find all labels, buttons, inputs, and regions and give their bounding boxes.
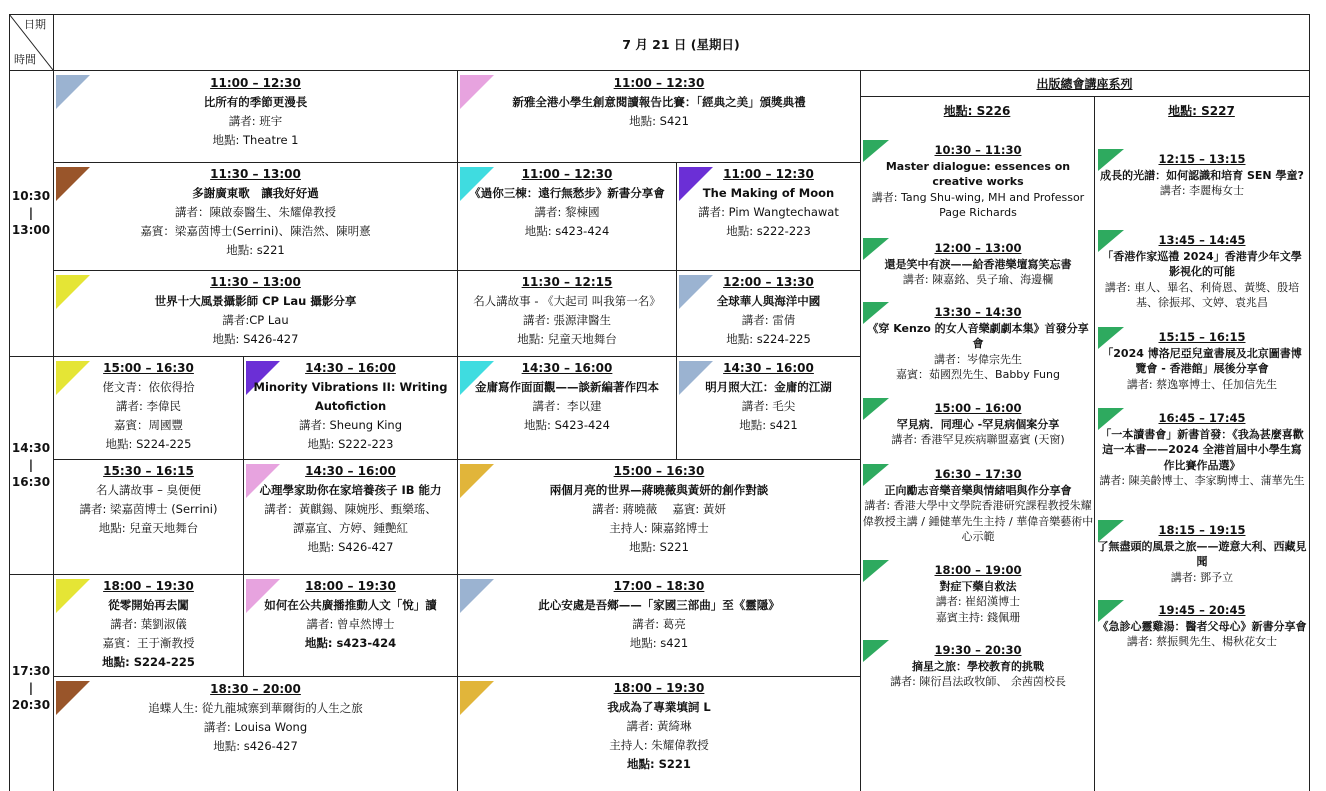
publisher-speakers: 講者: 香港罕見疾病聯盟嘉賓 (天窗): [891, 433, 1065, 446]
event-title: 名人講故事 - 《大起司 叫我第一名》: [473, 294, 661, 308]
time-sep: |: [28, 206, 34, 220]
event-speaker: 講者:CP Lau: [222, 313, 289, 327]
event-cell: [458, 359, 676, 435]
event-title: 世界十大風景攝影師 CP Lau 攝影分享: [154, 294, 357, 308]
time-start: 14:30: [11, 441, 51, 455]
event-cell: [458, 577, 860, 653]
time-slot-2: [9, 440, 53, 491]
publisher-speakers: 講者: 陳嘉銘、吳子瑜、海邊欄: [902, 273, 1054, 286]
time-sep: |: [28, 458, 34, 472]
time-end: 16:30: [11, 475, 51, 489]
event-title: 兩個月亮的世界—蔣曉薇與黃妍的創作對談: [549, 483, 769, 497]
event-place: 地點: s421: [629, 636, 689, 650]
grid-line: [9, 356, 860, 357]
publisher-title: 「一本讀書會」新書首發：《我為甚麼喜歡這一本書——2024 全港首屆中小學生寫作比賽作品選》: [1100, 427, 1304, 472]
publisher-time: 16:30 – 17:30: [934, 467, 1022, 481]
event-time: 14:30 – 16:00: [723, 361, 814, 375]
publisher-time: 12:15 – 13:15: [1158, 152, 1246, 166]
event-speaker: 講者: 曾卓然博士: [306, 617, 395, 631]
publisher-series-header: 出版總會講座系列: [1036, 77, 1133, 91]
event-cell: [54, 462, 243, 538]
publisher-item: [862, 143, 1094, 221]
grid-line: [9, 574, 860, 575]
event-place: 地點: S221: [629, 540, 689, 554]
event-speaker: 講者: 葛亮: [632, 617, 686, 631]
publisher-item: [1097, 411, 1307, 489]
publisher-place-s227: 地點: S227: [1168, 104, 1235, 118]
publisher-time: 19:45 – 20:45: [1158, 603, 1246, 617]
event-cell: [54, 273, 457, 349]
event-title: 佬文青：依依得拾: [102, 380, 195, 394]
event-place: 地點: S221: [627, 757, 691, 771]
publisher-speakers: 講者: 鄧予立: [1170, 570, 1234, 584]
event-place: 地點: S222-223: [307, 437, 394, 451]
publisher-guests: 嘉賓主持: 錢佩珊: [935, 610, 1021, 624]
publisher-item: [862, 305, 1094, 383]
grid-line: [1309, 14, 1310, 791]
publisher-speakers: 講者：岑偉宗先生: [934, 352, 1022, 366]
publisher-title: 正向勵志音樂音樂與情緒唱與作分享會: [884, 483, 1072, 497]
grid-line: [1094, 96, 1095, 791]
event-title: 多謝廣東歌 讓我好好過: [192, 186, 319, 200]
publisher-item: [862, 401, 1094, 448]
event-place: 地點: s421: [739, 418, 798, 432]
event-title: 明月照大江：金庸的江湖: [705, 380, 832, 394]
publisher-place-s226: 地點: S226: [943, 104, 1011, 118]
event-time: 18:30 – 20:00: [210, 682, 301, 696]
event-cell: [54, 74, 457, 150]
event-speaker: 講者: Sheung King: [298, 418, 403, 432]
event-speaker: 嘉賓：周國豐: [114, 418, 183, 432]
publisher-time: 12:00 – 13:00: [934, 241, 1022, 255]
event-place: 地點: S421: [629, 114, 689, 128]
event-title: 全球華人與海洋中國: [716, 294, 821, 308]
event-place: 地點: s426-427: [213, 739, 298, 753]
event-title: 追蝶人生: 從九龍城寨到華爾街的人生之旅: [148, 701, 363, 715]
event-time: 11:00 – 12:30: [723, 167, 814, 181]
event-title: 心理學家助你在家培養孩子 IB 能力: [259, 483, 442, 497]
event-place: 地點: s222-223: [726, 224, 811, 238]
event-place: 地點: s423-424: [304, 636, 397, 650]
publisher-guests: 嘉賓：茹國烈先生、Babby Fung: [896, 368, 1060, 381]
publisher-item: [1097, 152, 1307, 199]
publisher-time: 10:30 – 11:30: [934, 143, 1022, 157]
publisher-title: 對症下藥自救法: [939, 579, 1017, 593]
event-cell: [677, 273, 860, 349]
publisher-item: [862, 643, 1094, 690]
grid-line: [9, 70, 1309, 71]
publisher-title: 成長的光譜：如何認識和培育 SEN 學童?: [1100, 168, 1304, 182]
event-cell: [244, 577, 457, 653]
publisher-time: 16:45 – 17:45: [1158, 411, 1246, 425]
publisher-speakers: 講者: 蔡振興先生、楊秋花女士: [1126, 635, 1278, 648]
event-speaker: 講者: 張源津醫生: [522, 313, 612, 327]
event-place: 地點: S224-225: [102, 655, 195, 669]
event-place: 地點: S426-427: [212, 332, 299, 346]
event-place: 地點: S426-427: [307, 540, 394, 554]
event-cell: [244, 359, 457, 454]
grid-line: [860, 96, 1309, 97]
publisher-speakers: 講者: 李麗梅女士: [1159, 184, 1245, 197]
event-title: Minority Vibrations II: Writing Autofiction: [253, 380, 448, 413]
event-speaker: 講者: 李偉民: [115, 399, 182, 413]
publisher-speakers: 講者: 車人、畢名、利倚恩、黃獎、殷培基、徐振邦、文婷、袁兆昌: [1104, 280, 1300, 309]
publisher-speakers: 講者: 蔡逸寧博士、任加信先生: [1126, 377, 1278, 391]
event-speaker: 講者: Louisa Wong: [203, 720, 308, 734]
event-cell: [54, 680, 457, 756]
publisher-item: [1097, 603, 1307, 650]
time-sep: |: [28, 681, 34, 695]
event-cell: [458, 74, 860, 131]
event-speaker: 講者: 蔣曉薇 嘉賓: 黃妍: [592, 502, 726, 516]
event-time: 14:30 – 16:00: [305, 361, 396, 375]
time-slot-3: [9, 663, 53, 714]
publisher-time: 13:45 – 14:45: [1158, 233, 1246, 247]
event-cell: [677, 359, 860, 435]
event-title: 比所有的季節更漫長: [203, 95, 308, 109]
publisher-title: 「2024 博洛尼亞兒童書展及北京圖書博覽會 - 香港館」展後分享會: [1102, 346, 1302, 375]
event-time: 18:00 – 19:30: [305, 579, 396, 593]
event-time: 17:00 – 18:30: [613, 579, 705, 593]
event-cell: [458, 273, 676, 349]
event-speaker: 講者: 班宇: [228, 114, 283, 128]
publisher-time: 13:30 – 14:30: [934, 305, 1022, 319]
event-time: 15:00 – 16:30: [613, 464, 705, 478]
publisher-title: 了無盡頭的風景之旅——遊意大利、西藏見聞: [1097, 539, 1307, 568]
event-place: 地點: 兒童天地舞台: [517, 332, 617, 346]
date-label: 日期: [24, 18, 46, 31]
event-title: 如何在公共廣播推動人文「悅」讀: [264, 598, 437, 612]
event-cell: [458, 165, 676, 241]
event-speaker: 講者：陳啟泰醫生、朱耀偉教授: [175, 205, 336, 219]
event-time: 18:00 – 19:30: [103, 579, 194, 593]
event-time: 15:00 – 16:30: [103, 361, 194, 375]
publisher-title: 還是笑中有淚——給香港樂壇寫笑忘書: [884, 257, 1072, 271]
publisher-item: [862, 241, 1094, 288]
publisher-title: 《穿 Kenzo 的女人音樂劇劇本集》首發分享會: [867, 321, 1089, 350]
event-time: 11:30 – 12:15: [521, 275, 613, 289]
event-title: 金庸寫作面面觀——談新編著作四本: [475, 380, 659, 394]
event-place: 地點: Theatre 1: [212, 133, 299, 147]
event-time: 18:00 – 19:30: [613, 681, 705, 695]
event-speaker: 講者: 黃綺琳: [626, 719, 692, 733]
publisher-time: 19:30 – 20:30: [934, 643, 1022, 657]
event-speaker: 講者: 葉劉淑儀: [110, 617, 187, 631]
publisher-title: 罕見病．同理心 -罕見病個案分享: [896, 417, 1060, 431]
event-time: 15:30 – 16:15: [103, 464, 194, 478]
event-place: 地點: s221: [226, 243, 285, 257]
event-cell: [54, 359, 243, 454]
event-title: 新雅全港小學生創意閱讀報告比賽：「經典之美」頒獎典禮: [512, 95, 806, 109]
event-speaker: 講者：黃麒鍚、陳婉彤、甄樂瑤、: [264, 502, 437, 516]
event-speaker: 講者：李以建: [532, 399, 602, 413]
time-start: 10:30: [11, 189, 51, 203]
publisher-speakers: 講者: 陳美齡博士、李家駒博士、蒲華先生: [1099, 474, 1305, 487]
event-speaker: 講者: 毛尖: [741, 399, 796, 413]
event-title: 《過你三棟：遠行無愁步》新書分享會: [469, 186, 665, 200]
event-time: 11:30 – 13:00: [210, 275, 301, 289]
event-time: 11:00 – 12:30: [210, 76, 301, 90]
time-end: 20:30: [11, 698, 51, 712]
event-cell: [54, 165, 457, 260]
event-place: 地點: s224-225: [726, 332, 811, 346]
event-cell: [458, 679, 860, 774]
event-speaker: 嘉賓：梁嘉茵博士(Serrini)、陳浩然、陳明憙: [140, 224, 371, 238]
time-label: 時間: [14, 53, 36, 66]
grid-line: [9, 14, 1309, 15]
time-slot-1: [9, 188, 53, 239]
event-place: 地點: S224-225: [105, 437, 192, 451]
event-place: 地點: 兒童天地舞台: [98, 521, 199, 535]
event-speaker: 講者: 梁嘉茵博士 (Serrini): [79, 502, 218, 516]
publisher-item: [1097, 523, 1307, 585]
event-place: 地點: S423-424: [524, 418, 610, 432]
event-time: 14:30 – 16:00: [305, 464, 396, 478]
event-time: 12:00 – 13:30: [723, 275, 814, 289]
event-speaker: 主持人: 朱耀偉教授: [609, 738, 709, 752]
event-time: 11:00 – 12:30: [613, 76, 705, 90]
event-cell: [244, 462, 457, 557]
publisher-time: 18:15 – 19:15: [1158, 523, 1246, 537]
date-title: 7 月 21 日 (星期日): [622, 37, 740, 52]
publisher-speakers: 講者: Tang Shu-wing, MH and Professor Page Richards: [871, 190, 1085, 219]
publisher-time: 15:00 – 16:00: [934, 401, 1022, 415]
event-title: The Making of Moon: [702, 186, 835, 200]
event-speaker: 主持人: 陳嘉銘博士: [609, 521, 709, 535]
publisher-item: [1097, 233, 1307, 311]
publisher-item: [862, 563, 1094, 625]
event-title: 此心安處是吾鄉——「家國三部曲」至《靈隱》: [538, 598, 780, 612]
event-time: 11:00 – 12:30: [521, 167, 613, 181]
event-speaker: 嘉賓：王于漸教授: [102, 636, 195, 650]
event-title: 我成為了專業填詞 L: [607, 700, 711, 714]
publisher-title: 摘星之旅：學校教育的挑戰: [912, 659, 1044, 673]
event-time: 11:30 – 13:00: [210, 167, 301, 181]
time-end: 13:00: [11, 223, 51, 237]
publisher-title: Master dialogue: essences on creative works: [885, 159, 1071, 188]
publisher-speakers: 講者: 香港大學中文學院香港研究課程教授朱耀偉教授主講 / 鍾健華先生主持 / 華偉音樂藝術中心示範: [862, 499, 1094, 543]
event-cell: [54, 577, 243, 672]
grid-line: [860, 70, 861, 791]
publisher-speakers: 講者: 崔紹漢博士: [935, 595, 1021, 608]
publisher-title: 《急診心靈雞湯：醫者父母心》新書分享會: [1097, 619, 1307, 633]
event-speaker: 講者: 雷倩: [741, 313, 796, 327]
event-cell: [677, 165, 860, 241]
event-title: 名人講故事 – 臭便便: [95, 483, 202, 497]
event-speaker: 講者: 黎棟國: [534, 205, 600, 219]
time-start: 17:30: [11, 664, 51, 678]
event-speaker: 講者: Pim Wangtechawat: [698, 205, 839, 219]
event-cell: [458, 462, 860, 557]
event-time: 14:30 – 16:00: [521, 361, 613, 375]
publisher-time: 18:00 – 19:00: [934, 563, 1022, 577]
publisher-title: 「香港作家巡禮 2024」香港青少年文學影視化的可能: [1102, 249, 1302, 278]
event-speaker: 譚嘉宜、方婷、鍾艷紅: [293, 521, 408, 535]
publisher-time: 15:15 – 16:15: [1158, 330, 1246, 344]
event-place: 地點: s423-424: [524, 224, 610, 238]
publisher-speakers: 講者: 陳衍昌法政牧師、 余茜茵校長: [890, 675, 1066, 688]
publisher-item: [862, 467, 1094, 545]
event-title: 從零開始再去闖: [108, 598, 189, 612]
publisher-item: [1097, 330, 1307, 392]
